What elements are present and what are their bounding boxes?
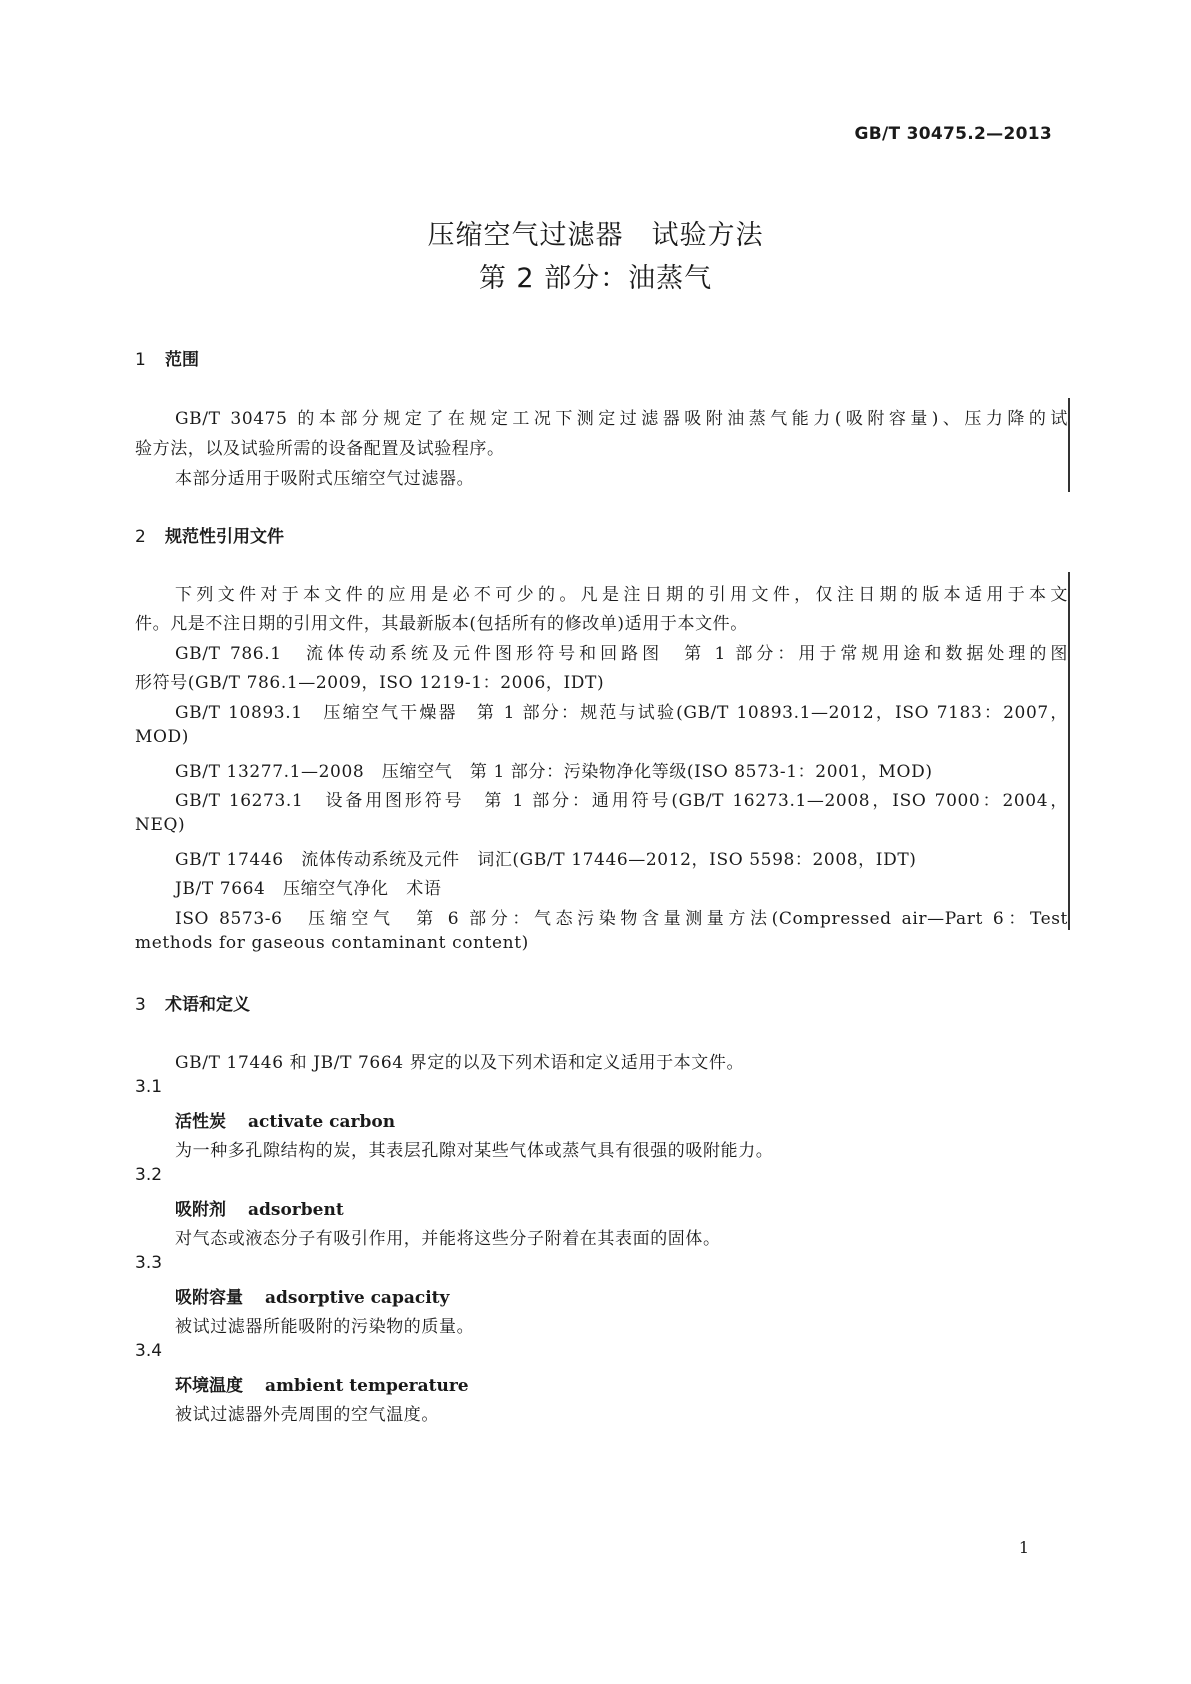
reference-item: GB/T 10893.1 压缩空气干燥器 第 1 部分：规范与试验(GB/T 10893.1—2012，ISO 7183：2007， bbox=[175, 703, 1068, 723]
reference-item-cont: NEQ) bbox=[135, 815, 186, 835]
reference-item: GB/T 13277.1—2008 压缩空气 第 1 部分：污染物净化等级(ISO 8573-1：2001，MOD) bbox=[175, 762, 933, 782]
section-number: 1 bbox=[135, 350, 146, 370]
document-title: 压缩空气过滤器 试验方法 bbox=[427, 220, 764, 251]
section-number: 3 bbox=[135, 995, 146, 1015]
term-number: 3.4 bbox=[135, 1341, 163, 1361]
term-number: 3.3 bbox=[135, 1253, 163, 1273]
reference-item: JB/T 7664 压缩空气净化 术语 bbox=[175, 879, 442, 899]
section-1-heading bbox=[135, 345, 199, 370]
reference-item: GB/T 17446 流体传动系统及元件 词汇(GB/T 17446—2012，ISO 5598：2008，IDT) bbox=[175, 850, 917, 870]
revision-bar bbox=[1068, 572, 1070, 930]
term-number: 3.1 bbox=[135, 1077, 163, 1097]
term-en: ambient temperature bbox=[265, 1376, 469, 1396]
section-title: 术语和定义 bbox=[165, 995, 250, 1015]
term-definition: 被试过滤器所能吸附的污染物的质量。 bbox=[175, 1317, 475, 1337]
section-2-heading bbox=[135, 522, 284, 547]
term-number: 3.2 bbox=[135, 1165, 163, 1185]
section-title: 范围 bbox=[165, 350, 199, 370]
section-number: 2 bbox=[135, 527, 146, 547]
paragraph-line: GB/T 17446 和 JB/T 7664 界定的以及下列术语和定义适用于本文件。 bbox=[175, 1053, 745, 1073]
document-subtitle: 第 2 部分：油蒸气 bbox=[478, 263, 713, 294]
term-cn: 吸附剂 bbox=[175, 1200, 226, 1220]
section-3-heading bbox=[135, 990, 250, 1015]
reference-item: ISO 8573-6 压缩空气 第 6 部分：气态污染物含量测量方法(Compressed air—Part 6：Test bbox=[175, 909, 1068, 929]
term-cn: 环境温度 bbox=[175, 1376, 243, 1396]
reference-item-cont: methods for gaseous contaminant content) bbox=[135, 933, 529, 953]
standard-number: GB/T 30475.2—2013 bbox=[854, 124, 1052, 144]
section-title: 规范性引用文件 bbox=[165, 527, 284, 547]
term-cn: 活性炭 bbox=[175, 1112, 226, 1132]
term-definition: 为一种多孔隙结构的炭，其表层孔隙对某些气体或蒸气具有很强的吸附能力。 bbox=[175, 1141, 774, 1161]
term-heading bbox=[175, 1107, 395, 1132]
paragraph-line: 本部分适用于吸附式压缩空气过滤器。 bbox=[175, 469, 475, 489]
paragraph-line: GB/T 30475 的本部分规定了在规定工况下测定过滤器吸附油蒸气能力(吸附容量)、压力降的试 bbox=[175, 409, 1068, 429]
reference-item-cont: MOD) bbox=[135, 727, 190, 747]
page-number: 1 bbox=[1018, 1538, 1029, 1557]
term-en: adsorbent bbox=[248, 1200, 344, 1220]
term-cn: 吸附容量 bbox=[175, 1288, 243, 1308]
term-en: adsorptive capacity bbox=[265, 1288, 450, 1308]
paragraph-line: 验方法，以及试验所需的设备配置及试验程序。 bbox=[135, 439, 505, 459]
term-heading bbox=[175, 1283, 449, 1308]
revision-bar bbox=[1068, 398, 1070, 492]
term-heading bbox=[175, 1195, 344, 1220]
paragraph-line: 下列文件对于本文件的应用是必不可少的。凡是注日期的引用文件，仅注日期的版本适用于本文 bbox=[175, 585, 1068, 605]
term-heading bbox=[175, 1371, 469, 1396]
reference-item-cont: 形符号(GB/T 786.1—2009，ISO 1219-1：2006，IDT) bbox=[135, 673, 605, 693]
reference-item: GB/T 786.1 流体传动系统及元件图形符号和回路图 第 1 部分：用于常规用途和数据处理的图 bbox=[175, 644, 1068, 664]
term-en: activate carbon bbox=[248, 1112, 396, 1132]
reference-item: GB/T 16273.1 设备用图形符号 第 1 部分：通用符号(GB/T 16273.1—2008，ISO 7000：2004， bbox=[175, 791, 1068, 811]
term-definition: 被试过滤器外壳周围的空气温度。 bbox=[175, 1405, 439, 1425]
term-definition: 对气态或液态分子有吸引作用，并能将这些分子附着在其表面的固体。 bbox=[175, 1229, 721, 1249]
paragraph-line: 件。凡是不注日期的引用文件，其最新版本(包括所有的修改单)适用于本文件。 bbox=[135, 614, 748, 634]
